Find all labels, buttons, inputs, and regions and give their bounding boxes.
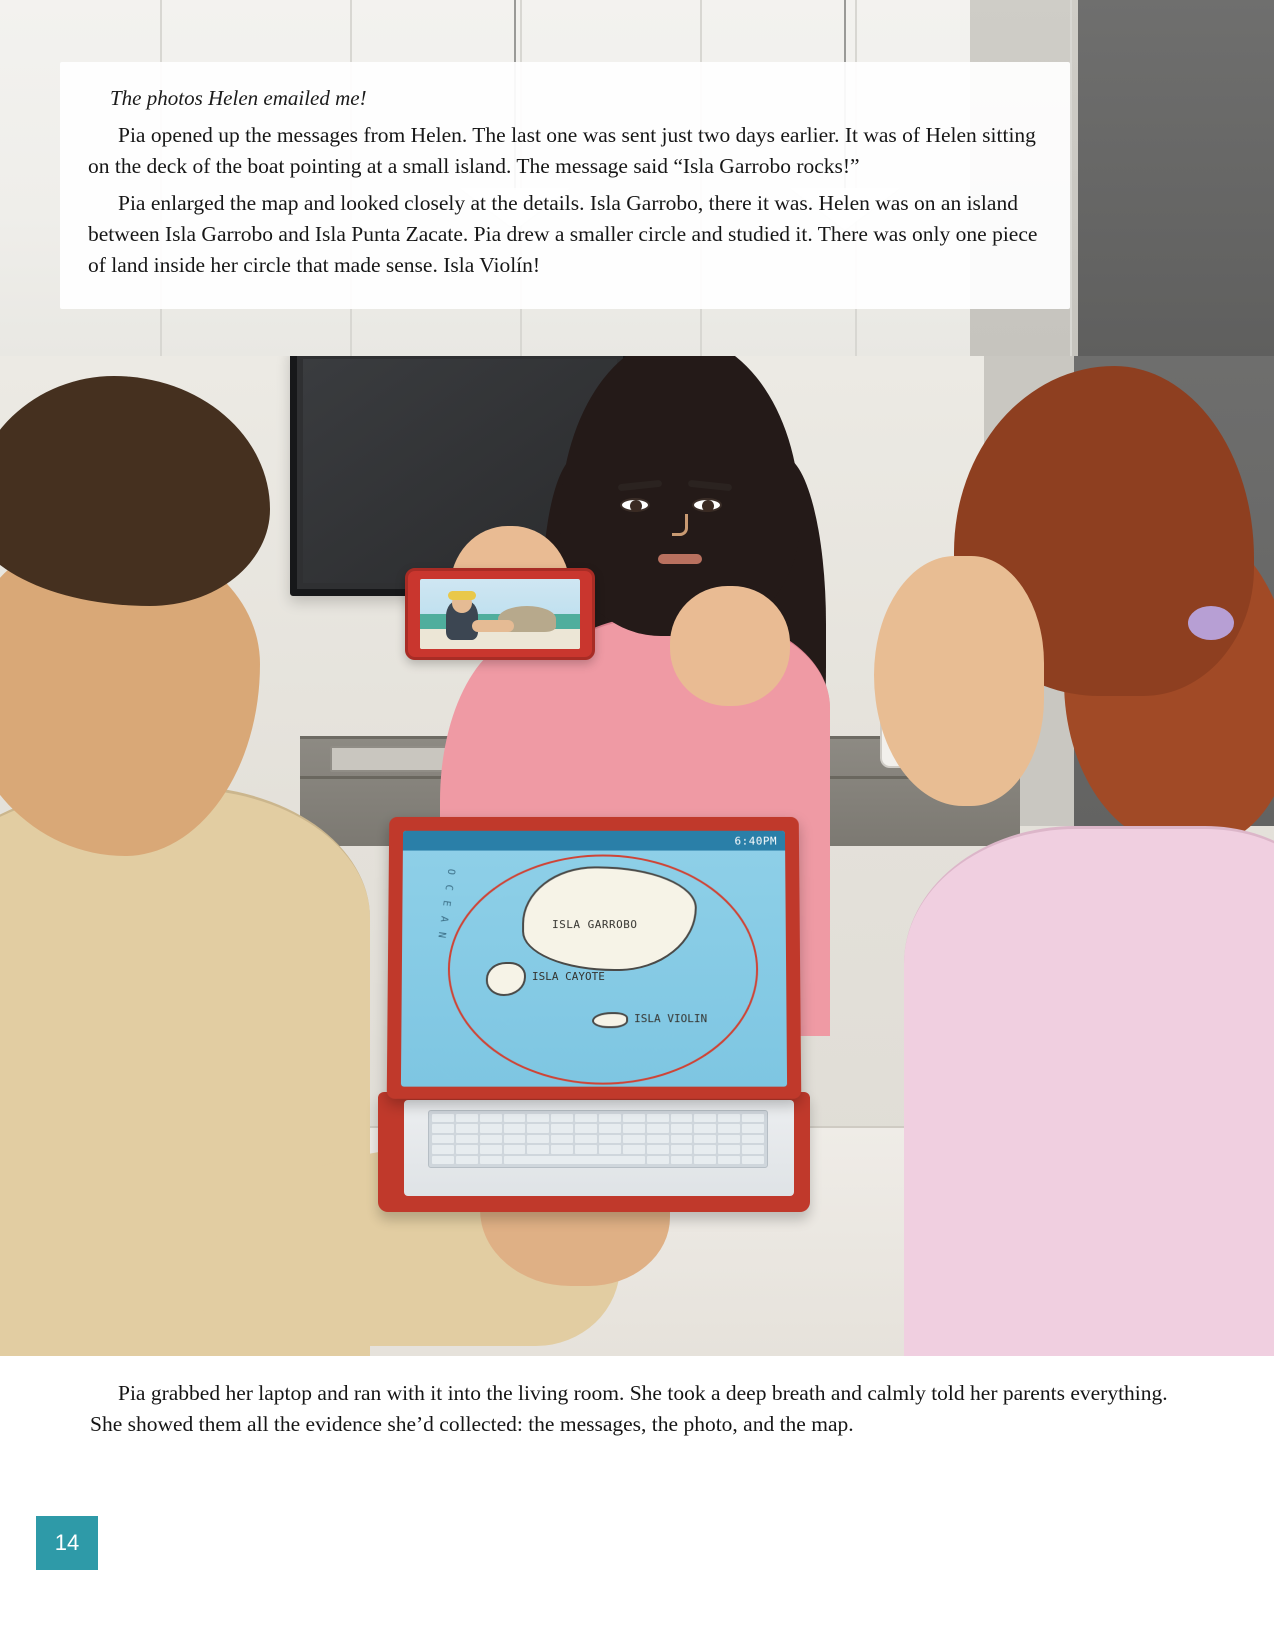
key [575,1135,597,1143]
key [599,1145,621,1153]
pia-hand-right [670,586,790,706]
key [504,1124,526,1132]
key [551,1114,573,1122]
island-label-garrobo: ISLA GARROBO [552,918,638,932]
key [456,1114,478,1122]
key [623,1135,645,1143]
key [742,1135,764,1143]
key [599,1124,621,1132]
keyboard-row [432,1124,764,1132]
smartphone[interactable] [405,568,595,660]
key [432,1156,454,1164]
key [647,1145,669,1153]
laptop-keyboard[interactable] [428,1110,768,1168]
key [480,1156,502,1164]
key [480,1114,502,1122]
spacebar-key [504,1156,645,1164]
key [742,1145,764,1153]
mother-face [874,556,1044,806]
pia-hair [560,356,800,636]
key [647,1156,669,1164]
key [718,1156,740,1164]
italic-caption: The photos Helen emailed me! [110,86,367,110]
key [432,1114,454,1122]
mother-hair-tie [1188,606,1234,640]
bottom-paragraph-1: Pia grabbed her laptop and ran with it into the living room. She took a deep breath and calmly told her parents everything. She showed them all the evidence she’d collected: the messages, the photo, and the map. [90,1381,1168,1436]
key [480,1145,502,1153]
key [551,1135,573,1143]
key [742,1114,764,1122]
key [671,1124,693,1132]
pia-pupil-left [630,500,642,512]
ocean-label: O C E A N [435,867,457,941]
key [742,1156,764,1164]
key [718,1124,740,1132]
key [623,1145,645,1153]
top-paragraph-2: Pia enlarged the map and looked closely at the details. Isla Garrobo, there it was. Helen was on an island between Isla Garrobo and Isla Punta Zacate. Pia drew a smaller circle and studied it. There was only one piece of land inside her circle that made sense. Isla Violín! [88,191,1038,277]
bottom-text-block [0,1356,1274,1506]
key [527,1145,549,1153]
key [718,1135,740,1143]
key [456,1124,478,1132]
keyboard-row [432,1145,764,1153]
key [527,1124,549,1132]
island-shape-violin [592,1012,628,1028]
key [456,1145,478,1153]
keyboard-row [432,1156,764,1164]
key [432,1135,454,1143]
clock-label: 6:40PM [734,834,778,848]
wall-panel-dark [1078,0,1274,356]
key [718,1145,740,1153]
key [694,1135,716,1143]
key [504,1135,526,1143]
footer-divider [0,1506,1274,1507]
key [671,1156,693,1164]
key [647,1114,669,1122]
key [432,1145,454,1153]
key [551,1124,573,1132]
father-hair [0,376,270,606]
key [671,1114,693,1122]
map-status-bar [403,831,785,851]
key [718,1114,740,1122]
key [742,1124,764,1132]
key [599,1135,621,1143]
laptop-screen[interactable] [401,831,787,1087]
key [456,1156,478,1164]
key [480,1124,502,1132]
pia-nose [672,514,688,536]
top-text-block [60,62,1070,309]
mother-shirt [904,826,1274,1356]
photo-helen-legs [472,620,514,632]
person-father [0,366,380,1356]
wall-seam [1070,0,1072,356]
page-number: 14 [36,1516,98,1570]
phone-screen[interactable] [420,579,580,649]
key [647,1124,669,1132]
photo-helen-hat [448,591,476,600]
person-mother [894,356,1274,1356]
top-paragraph-1: Pia opened up the messages from Helen. The last one was sent just two days earlier. It was of Helen sitting on the deck of the boat pointing at a small island. The message said “Isla Garrobo rocks!” [88,123,1036,178]
laptop[interactable] [388,816,808,1236]
key [456,1135,478,1143]
island-label-cayote: ISLA CAYOTE [531,969,605,984]
keyboard-row [432,1135,764,1143]
island-label-violin: ISLA VIOLIN [634,1012,708,1026]
key [551,1145,573,1153]
key [623,1124,645,1132]
key [575,1145,597,1153]
key [480,1135,502,1143]
key [575,1114,597,1122]
key [432,1124,454,1132]
illustration [0,356,1274,1356]
key [671,1145,693,1153]
key [694,1114,716,1122]
key [527,1135,549,1143]
key [671,1135,693,1143]
key [575,1124,597,1132]
keyboard-row [432,1114,764,1122]
key [599,1114,621,1122]
photo-deck [420,629,580,649]
laptop-lid [387,817,802,1099]
key [694,1156,716,1164]
pia-mouth [658,554,702,564]
pia-pupil-right [702,500,714,512]
key [623,1114,645,1122]
key [694,1124,716,1132]
key [527,1114,549,1122]
key [694,1145,716,1153]
key [647,1135,669,1143]
key [504,1114,526,1122]
key [504,1145,526,1153]
